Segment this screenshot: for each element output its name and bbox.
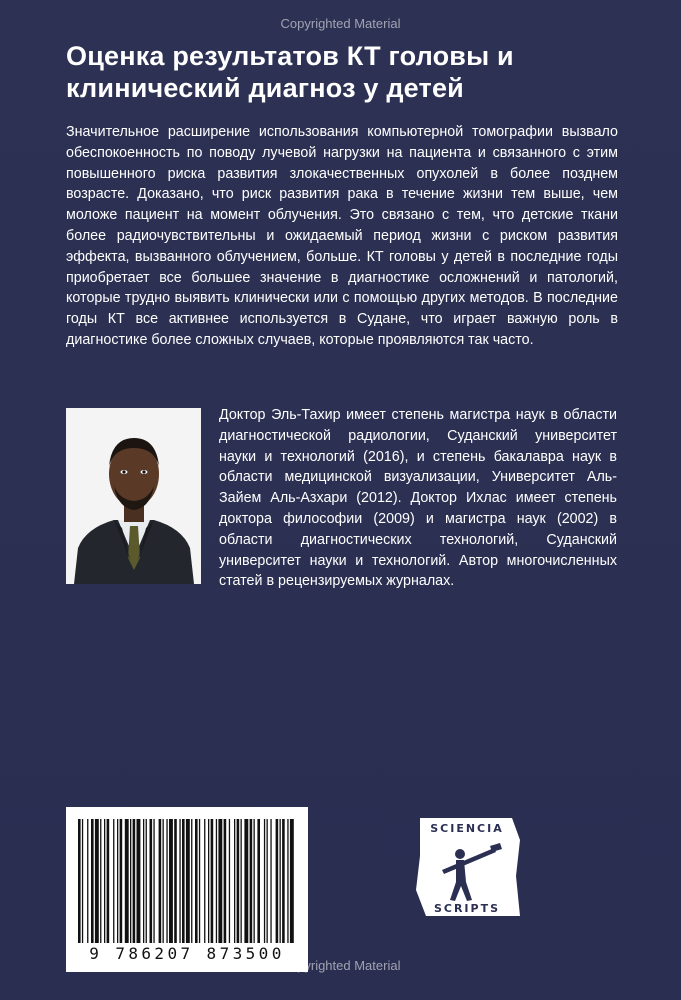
author-bio: Доктор Эль-Тахир имеет степень магистра наук в области диагностической радиологии, Суданский университет науки и технологий (2016), и степень бакалавра наук в области медицинской визуализации, Университет Аль-Зайем Аль-Азхари (2012). Доктор Ихлас имеет степень доктора философии (2009) и магистра наук (2002) в области диагностических технологий, Суданский университет науки и технологий. Автор многочисленных статей в рецензируемых журналах. [219, 407, 617, 590]
publisher-name-bottom: SCRIPTS [433, 902, 501, 915]
publisher-logo [412, 816, 522, 918]
watermark-top: Copyrighted Material [280, 16, 401, 31]
watermark-bottom: Copyrighted Material [280, 958, 401, 973]
book-abstract: Значительное расширение использования компьютерной томографии вызвало обеспокоенность по поводу лучевой нагрузки на пациента и связанного с этим повышенного риска развития злокачественных опухолей в более позднем возрасте. Доказано, что риск развития рака в течение жизни тем выше, чем моложе пациент на момент облучения. Это связано с тем, что детские ткани более радиочувствительны и ожидаемый период жизни с риском развития эффекта, вызванного облучением, больше. КТ головы у детей в последние годы приобретает все большее значение в диагностике осложнений и патологий, которые трудно выявить клинически или с помощью других методов. В последние годы КТ все активнее используется в Судане, что играет важную роль в диагностике более сложных случаев, которые проявляются так часто. [66, 124, 618, 348]
isbn-barcode [66, 807, 308, 972]
isbn-number: 9 786207 873500 [89, 944, 285, 963]
publisher-name-top: SCIENCIA [430, 822, 504, 835]
book-title: Оценка результатов КТ головы и клинический диагноз у детей [66, 41, 514, 103]
author-photo [66, 408, 201, 584]
